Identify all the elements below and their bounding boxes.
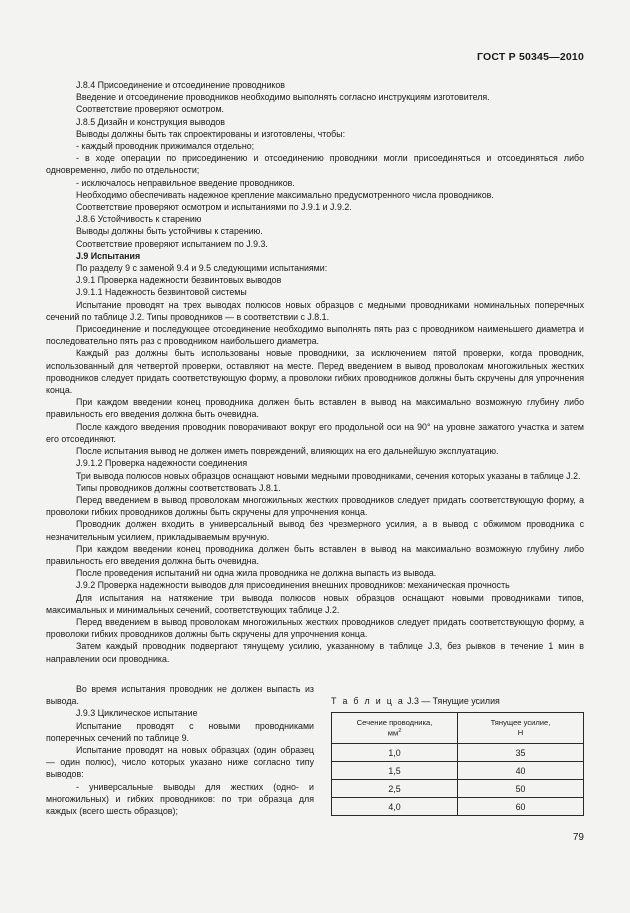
paragraph: Во время испытания проводник не должен выпасть из вывода. xyxy=(46,684,314,707)
header-pull-force xyxy=(458,713,584,744)
paragraph: Соответствие проверяют испытанием по J.9.3. xyxy=(76,238,268,249)
cell-pull-force: 60 xyxy=(458,798,584,816)
paragraph: При каждом введении конец проводника должен быть вставлен в вывод на максимально возможную глубину либо правильность его введения должна быть очевидна. xyxy=(46,543,584,566)
header-cross-section xyxy=(332,713,458,744)
pull-force-table xyxy=(331,712,584,816)
table-header-row xyxy=(332,713,584,744)
paragraph: Три вывода полюсов новых образцов оснащают новыми медными проводниками, сечения которых указаны в таблице J.2. xyxy=(76,470,581,481)
paragraph: После испытания вывод не должен иметь повреждений, влияющих на его дальнейшую эксплуатацию. xyxy=(76,446,499,457)
paragraph: Соответствие проверяют осмотром. xyxy=(76,104,225,115)
cell-cross-section: 1,0 xyxy=(332,744,458,762)
paragraph: Соответствие проверяют осмотром и испытаниями по J.9.1 и J.9.2. xyxy=(76,202,352,213)
document-code-header: ГОСТ Р 50345—2010 xyxy=(476,51,584,63)
paragraph: Введение и отсоединение проводников необходимо выполнять согласно инструкциям изготовителя. xyxy=(76,92,490,103)
cell-cross-section: 4,0 xyxy=(332,798,458,816)
table-caption xyxy=(331,695,584,707)
paragraph: J.8.4 Присоединение и отсоединение проводников xyxy=(76,80,285,90)
header-unit-superscript: 2 xyxy=(398,727,402,734)
section-heading: J.9 Испытания xyxy=(76,250,141,261)
paragraph: J.9.1.1 Надежность безвинтовой системы xyxy=(76,287,247,298)
table-row xyxy=(332,780,584,798)
paragraph: Выводы должны быть так спроектированы и изготовлены, чтобы: xyxy=(76,128,346,139)
paragraph: Каждый раз должны быть использованы новые проводники, за исключением пятой проверки, когда проводник, использованный для четвертой проверки, оставляют на месте. Перед введением в вывод проволокам многожильных жестких проводников следует придать соответствующую форму, а проволоки гибких проводников должны быть скручены для упрочнения конца. xyxy=(46,348,584,396)
paragraph: Проводник должен входить в универсальный вывод без чрезмерного усилия, а в вывод с обжимом проводника с незначительным усилием, прикладываемым вручную. xyxy=(46,519,584,542)
header-pull-force-unit: Н xyxy=(517,728,524,738)
paragraph: J.9.1.2 Проверка надежности соединения xyxy=(76,458,248,469)
cell-pull-force: 35 xyxy=(458,744,584,762)
header-pull-force-label: Тянущее усилие, xyxy=(490,718,551,728)
cell-pull-force: 50 xyxy=(458,780,584,798)
paragraph: J.8.5 Дизайн и конструкция выводов xyxy=(76,116,225,127)
paragraph: При каждом введении конец проводника должен быть вставлен в вывод на максимально возможную глубину либо правильность его введения должна быть очевидна. xyxy=(46,397,584,420)
paragraph: После проведения испытаний ни одна жила проводника не должна выпасть из вывода. xyxy=(76,568,437,579)
table-j3-block xyxy=(331,695,584,816)
cell-cross-section: 1,5 xyxy=(332,762,458,780)
paragraph: По разделу 9 с заменой 9.4 и 9.5 следующими испытаниями: xyxy=(76,263,328,274)
paragraph: - каждый проводник прижимался отдельно; xyxy=(76,141,255,152)
paragraph: После каждого введения проводник поворачивают вокруг его продольной оси на 90° на уровне зажатого участка и затем его отсоединяют. xyxy=(46,421,584,444)
paragraph: Испытание проводят на новых образцах (один образец — один полюс), число которых указано ниже согласно типу выводов: xyxy=(46,745,314,780)
paragraph: Необходимо обеспечивать надежное крепление максимально предусмотренного числа проводников. xyxy=(76,189,494,200)
cell-pull-force: 40 xyxy=(458,762,584,780)
paragraph: - в ходе операции по присоединению и отсоединению проводники могли присоединяться и отсоединяться либо одновременно, либо по отдельности; xyxy=(46,153,584,176)
body-text xyxy=(46,79,584,665)
paragraph: J.9.3 Циклическое испытание xyxy=(76,708,198,719)
table-caption-label: Т а б л и ц а xyxy=(331,696,405,706)
table-row xyxy=(332,762,584,780)
header-cross-section-label: Сечение проводника, xyxy=(356,718,433,728)
paragraph: Перед введением в вывод проволокам многожильных жестких проводников следует придать соответствующую форму, а проволоки гибких проводников должны быть скручены для упрочнения конца. xyxy=(46,494,584,518)
paragraph: J.9.1 Проверка надежности безвинтовых выводов xyxy=(76,275,282,286)
paragraph: Для испытания на натяжение три вывода полюсов новых образцов оснащают новыми проводниками типов, максимальных и минимальных сечений, соответствующих таблице J.2. xyxy=(46,592,584,615)
cell-cross-section: 2,5 xyxy=(332,780,458,798)
paragraph: Затем каждый проводник подвергают тянущему усилию, указанному в таблице J.3, без рывков в течение 1 мин в направлении оси проводника. xyxy=(46,641,584,664)
table-body xyxy=(332,744,584,816)
table-caption-text: J.3 — Тянущие усилия xyxy=(404,696,500,706)
paragraph: Выводы должны быть устойчивы к старению. xyxy=(76,226,263,237)
paragraph: Присоединение и последующее отсоединение необходимо выполнять пять раз с проводником наименьшего диаметра и последовательно пять раз с проводником наибольшего диаметра. xyxy=(46,324,584,347)
paragraph: J.8.6 Устойчивость к старению xyxy=(76,214,202,225)
paragraph: - исключалось неправильное введение проводников. xyxy=(76,177,295,188)
paragraph: - универсальные выводы для жестких (одно- и многожильных) и гибких проводников: по три образца для каждых (всего шесть образцов); xyxy=(46,781,314,817)
header-cross-section-unit: мм xyxy=(387,728,399,738)
paragraph: Испытание проводят с новыми проводниками поперечных сечений по таблице 9. xyxy=(46,720,314,743)
page-number: 79 xyxy=(572,832,584,843)
paragraph: Перед введением в вывод проволокам многожильных жестких проводников следует придать соответствующую форму, а проволоки гибких проводников должны быть скручены для упрочнения конца. xyxy=(46,616,584,640)
paragraph: Типы проводников должны соответствовать J.8.1. xyxy=(76,482,281,493)
table-row xyxy=(332,798,584,816)
left-column-text xyxy=(46,683,314,817)
paragraph: Испытание проводят на трех выводах полюсов новых образцов с медными проводниками номинальных поперечных сечений по таблице J.2. Типы проводников — в соответствии с J.8.1. xyxy=(46,299,584,322)
paragraph: J.9.2 Проверка надежности выводов для присоединения внешних проводников: механическая прочность xyxy=(76,580,510,591)
table-row xyxy=(332,744,584,762)
